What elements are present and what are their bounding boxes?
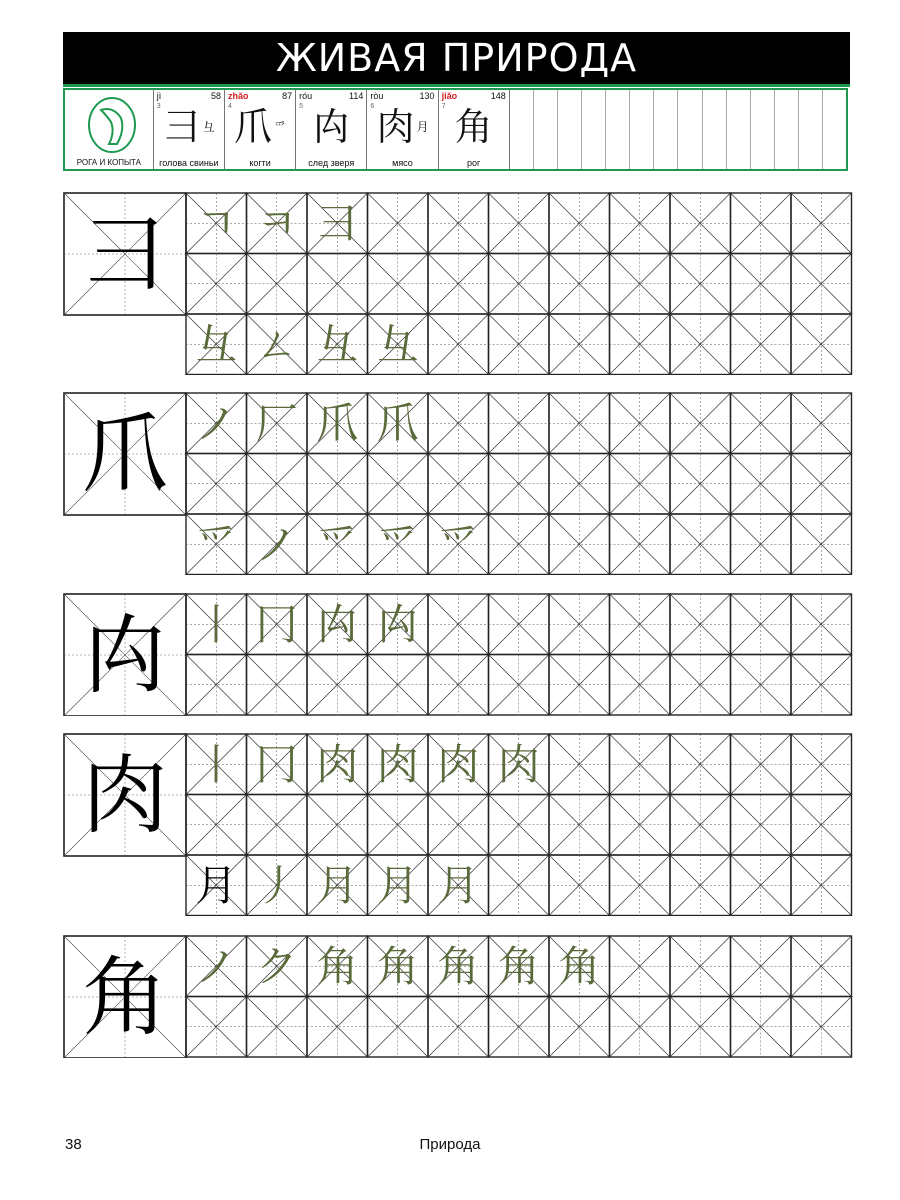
model-character: 肉 <box>82 746 168 846</box>
practice-cell <box>549 997 610 1058</box>
practice-cell <box>791 314 852 375</box>
practice-block-ji <box>63 192 853 375</box>
variant-stroke-char: 爫 <box>437 519 480 569</box>
practice-cell <box>670 734 731 795</box>
practice-cell <box>731 795 792 856</box>
variant-stroke-char: 彑 <box>316 319 359 369</box>
stroke-order-char: 角 <box>376 941 419 991</box>
stroke-order-char: 角 <box>316 941 359 991</box>
practice-cell <box>307 254 368 315</box>
variant-stroke-char: 月 <box>437 860 480 910</box>
radical-pinyin: jiǎo <box>441 91 458 101</box>
radical-char: 爪 <box>234 105 273 149</box>
practice-cell <box>610 393 671 454</box>
practice-cell <box>368 997 429 1058</box>
stroke-order-char: 禸 <box>316 599 359 649</box>
practice-cell <box>670 594 731 655</box>
practice-cell <box>791 855 852 916</box>
practice-cell <box>489 193 550 254</box>
radical-variant: 月 <box>416 120 429 134</box>
practice-cell <box>731 997 792 1058</box>
practice-cell <box>610 594 671 655</box>
stroke-order-char: 角 <box>558 941 601 991</box>
practice-cell <box>549 393 610 454</box>
practice-cell <box>731 655 792 716</box>
stroke-order-char: ㅋ <box>256 198 298 248</box>
radical-strokes: 7 <box>441 103 446 110</box>
practice-cell <box>368 655 429 716</box>
stroke-order-char: 厂 <box>255 398 298 448</box>
radical-cell <box>225 90 296 169</box>
practice-cell <box>791 594 852 655</box>
variant-stroke-char: 爫 <box>316 519 359 569</box>
practice-cell <box>731 855 792 916</box>
practice-cell <box>489 997 550 1058</box>
stroke-order-char: ク <box>255 941 298 991</box>
footer-section: Природа <box>419 1136 481 1153</box>
radical-strokes: 6 <box>370 103 375 110</box>
radical-number: 130 <box>419 91 435 101</box>
practice-cell <box>670 193 731 254</box>
empty-header-cell <box>751 90 775 169</box>
model-character: 爪 <box>82 405 168 505</box>
practice-cell <box>247 454 308 515</box>
radical-strokes: 5 <box>299 103 304 110</box>
stroke-order-char: ノ <box>195 941 238 991</box>
stroke-order-char: 冂 <box>255 599 298 649</box>
practice-cell <box>307 997 368 1058</box>
practice-cell <box>307 795 368 856</box>
practice-cell <box>489 855 550 916</box>
practice-cell <box>610 795 671 856</box>
practice-cell <box>186 795 247 856</box>
practice-cell <box>186 655 247 716</box>
practice-cell <box>791 254 852 315</box>
practice-cell <box>549 655 610 716</box>
practice-cell <box>428 795 489 856</box>
practice-cell <box>489 314 550 375</box>
practice-cell <box>247 254 308 315</box>
stroke-order-char: 爪 <box>316 398 359 448</box>
practice-cell <box>368 193 429 254</box>
practice-cell <box>670 514 731 575</box>
radical-number: 58 <box>210 91 221 101</box>
empty-header-cell <box>703 90 727 169</box>
variant-stroke-char: 爫 <box>376 519 419 569</box>
practice-cell <box>731 514 792 575</box>
practice-cell <box>428 193 489 254</box>
practice-block-jiao <box>63 935 853 1058</box>
stroke-order-char: 肉 <box>316 739 359 789</box>
practice-cell <box>549 314 610 375</box>
variant-stroke-char: 月 <box>376 860 419 910</box>
practice-cell <box>731 734 792 795</box>
practice-cell <box>791 454 852 515</box>
radical-number: 148 <box>490 91 506 101</box>
practice-cell <box>791 997 852 1058</box>
empty-header-cell <box>558 90 582 169</box>
radical-char: 禸 <box>312 105 351 149</box>
model-character: 禸 <box>82 606 168 706</box>
practice-cell <box>247 655 308 716</box>
model-character: 角 <box>82 948 168 1048</box>
practice-cell <box>610 855 671 916</box>
practice-cell <box>670 393 731 454</box>
radical-meaning: когти <box>249 158 271 168</box>
radical-cell <box>439 90 510 169</box>
page-number: 38 <box>65 1136 82 1153</box>
stroke-order-char: 丨 <box>195 599 238 649</box>
practice-cell <box>670 454 731 515</box>
radical-pinyin: jì <box>156 91 162 101</box>
empty-header-cell <box>799 90 823 169</box>
radical-char: 彐 <box>162 105 201 149</box>
practice-cell <box>670 655 731 716</box>
practice-cell <box>549 454 610 515</box>
radical-meaning: рог <box>467 158 481 168</box>
practice-cell <box>791 514 852 575</box>
title-bar <box>63 32 850 87</box>
practice-cell <box>791 795 852 856</box>
practice-cell <box>791 655 852 716</box>
stroke-order-char: 角 <box>497 941 540 991</box>
radical-header <box>63 88 848 171</box>
stroke-order-char: 角 <box>437 941 480 991</box>
practice-cell <box>670 997 731 1058</box>
practice-cell <box>428 997 489 1058</box>
stroke-order-char: 肉 <box>376 739 419 789</box>
practice-cell <box>791 193 852 254</box>
practice-cell <box>791 393 852 454</box>
empty-header-cell <box>678 90 702 169</box>
practice-cell <box>307 655 368 716</box>
radical-cell <box>296 90 367 169</box>
practice-cell <box>549 514 610 575</box>
practice-cell <box>549 795 610 856</box>
practice-cell <box>731 454 792 515</box>
empty-header-cell <box>775 90 799 169</box>
practice-cell <box>549 193 610 254</box>
practice-cell <box>428 254 489 315</box>
horn-icon <box>87 96 137 154</box>
radical-number: 87 <box>282 91 293 101</box>
model-character: 彐 <box>82 205 168 305</box>
radical-number: 114 <box>349 91 364 101</box>
logo-cell <box>65 90 154 169</box>
radical-meaning: голова свиньи <box>159 158 219 168</box>
empty-header-cell <box>630 90 654 169</box>
practice-cell <box>610 254 671 315</box>
practice-cell <box>731 594 792 655</box>
practice-cell <box>610 314 671 375</box>
stroke-order-char: 冂 <box>255 739 298 789</box>
practice-cell <box>428 314 489 375</box>
empty-header-cell <box>510 90 534 169</box>
stroke-order-char: 肉 <box>437 739 480 789</box>
empty-header-cell <box>606 90 630 169</box>
variant-stroke-char: 彑 <box>195 319 238 369</box>
practice-cell <box>186 997 247 1058</box>
practice-cell <box>489 454 550 515</box>
radical-pinyin: ròu <box>370 91 384 101</box>
radical-cell <box>154 90 225 169</box>
practice-cell <box>368 454 429 515</box>
radical-char: 角 <box>454 105 493 149</box>
radical-variant: 彑 <box>202 120 215 134</box>
practice-cell <box>489 795 550 856</box>
practice-cell <box>247 795 308 856</box>
practice-cell <box>428 393 489 454</box>
variant-stroke-char: 丿 <box>255 860 298 910</box>
variant-stroke-char: 爫 <box>195 519 238 569</box>
variant-stroke-char: 彑 <box>376 319 419 369</box>
page-title: ЖИВАЯ ПРИРОДА <box>275 36 638 80</box>
radical-variant: 爫 <box>274 120 287 134</box>
practice-cell <box>670 795 731 856</box>
practice-cell <box>549 594 610 655</box>
empty-header-cell <box>582 90 606 169</box>
practice-cell <box>610 734 671 795</box>
practice-cell <box>549 855 610 916</box>
practice-cell <box>549 254 610 315</box>
practice-cell <box>428 594 489 655</box>
practice-cell <box>368 795 429 856</box>
stroke-order-char: 爪 <box>376 398 419 448</box>
practice-cell <box>489 514 550 575</box>
empty-header-cell <box>534 90 558 169</box>
practice-cell <box>670 254 731 315</box>
radical-pinyin: zhǎo <box>227 91 249 101</box>
practice-cell <box>791 936 852 997</box>
empty-header-cell <box>727 90 751 169</box>
practice-cell <box>610 997 671 1058</box>
variant-stroke-char: 月 <box>195 860 238 910</box>
practice-cell <box>731 193 792 254</box>
practice-cell <box>489 393 550 454</box>
radical-meaning: мясо <box>392 158 413 168</box>
practice-cell <box>186 454 247 515</box>
stroke-order-char: 丨 <box>195 739 238 789</box>
practice-block-rou-footprint <box>63 593 853 716</box>
practice-cell <box>731 254 792 315</box>
practice-block-zhao <box>63 392 853 575</box>
radical-char: 肉 <box>376 105 415 149</box>
practice-cell <box>670 936 731 997</box>
practice-cell <box>731 314 792 375</box>
practice-cell <box>368 254 429 315</box>
practice-cell <box>610 655 671 716</box>
logo-label: РОГА И КОПЫТА <box>76 158 142 167</box>
stroke-order-char: 肉 <box>497 739 540 789</box>
stroke-order-char: ノ <box>195 398 238 448</box>
stroke-order-char: 彐 <box>316 198 359 248</box>
variant-stroke-char: ノ <box>255 519 298 569</box>
practice-cell <box>791 734 852 795</box>
practice-cell <box>549 734 610 795</box>
variant-stroke-char: 月 <box>316 860 359 910</box>
practice-cell <box>186 254 247 315</box>
practice-cell <box>489 655 550 716</box>
stroke-order-char: ㄱ <box>195 198 237 248</box>
practice-cell <box>731 393 792 454</box>
practice-cell <box>610 454 671 515</box>
radical-strokes: 4 <box>227 103 232 110</box>
practice-cell <box>428 655 489 716</box>
radical-cell <box>367 90 438 169</box>
radical-meaning: след зверя <box>308 158 355 168</box>
empty-header-cell <box>654 90 678 169</box>
radical-pinyin: róu <box>299 91 313 101</box>
practice-cell <box>428 454 489 515</box>
practice-block-rou-meat <box>63 733 853 916</box>
stroke-order-char: 禸 <box>376 599 419 649</box>
practice-cell <box>489 254 550 315</box>
practice-cell <box>670 314 731 375</box>
practice-cell <box>610 936 671 997</box>
empty-header-cell <box>823 90 846 169</box>
practice-cell <box>247 997 308 1058</box>
variant-stroke-char: ㄥ <box>255 319 298 369</box>
radical-strokes: 3 <box>156 103 161 110</box>
practice-cell <box>670 855 731 916</box>
practice-cell <box>307 454 368 515</box>
practice-cell <box>489 594 550 655</box>
practice-cell <box>610 193 671 254</box>
practice-cell <box>731 936 792 997</box>
practice-cell <box>610 514 671 575</box>
